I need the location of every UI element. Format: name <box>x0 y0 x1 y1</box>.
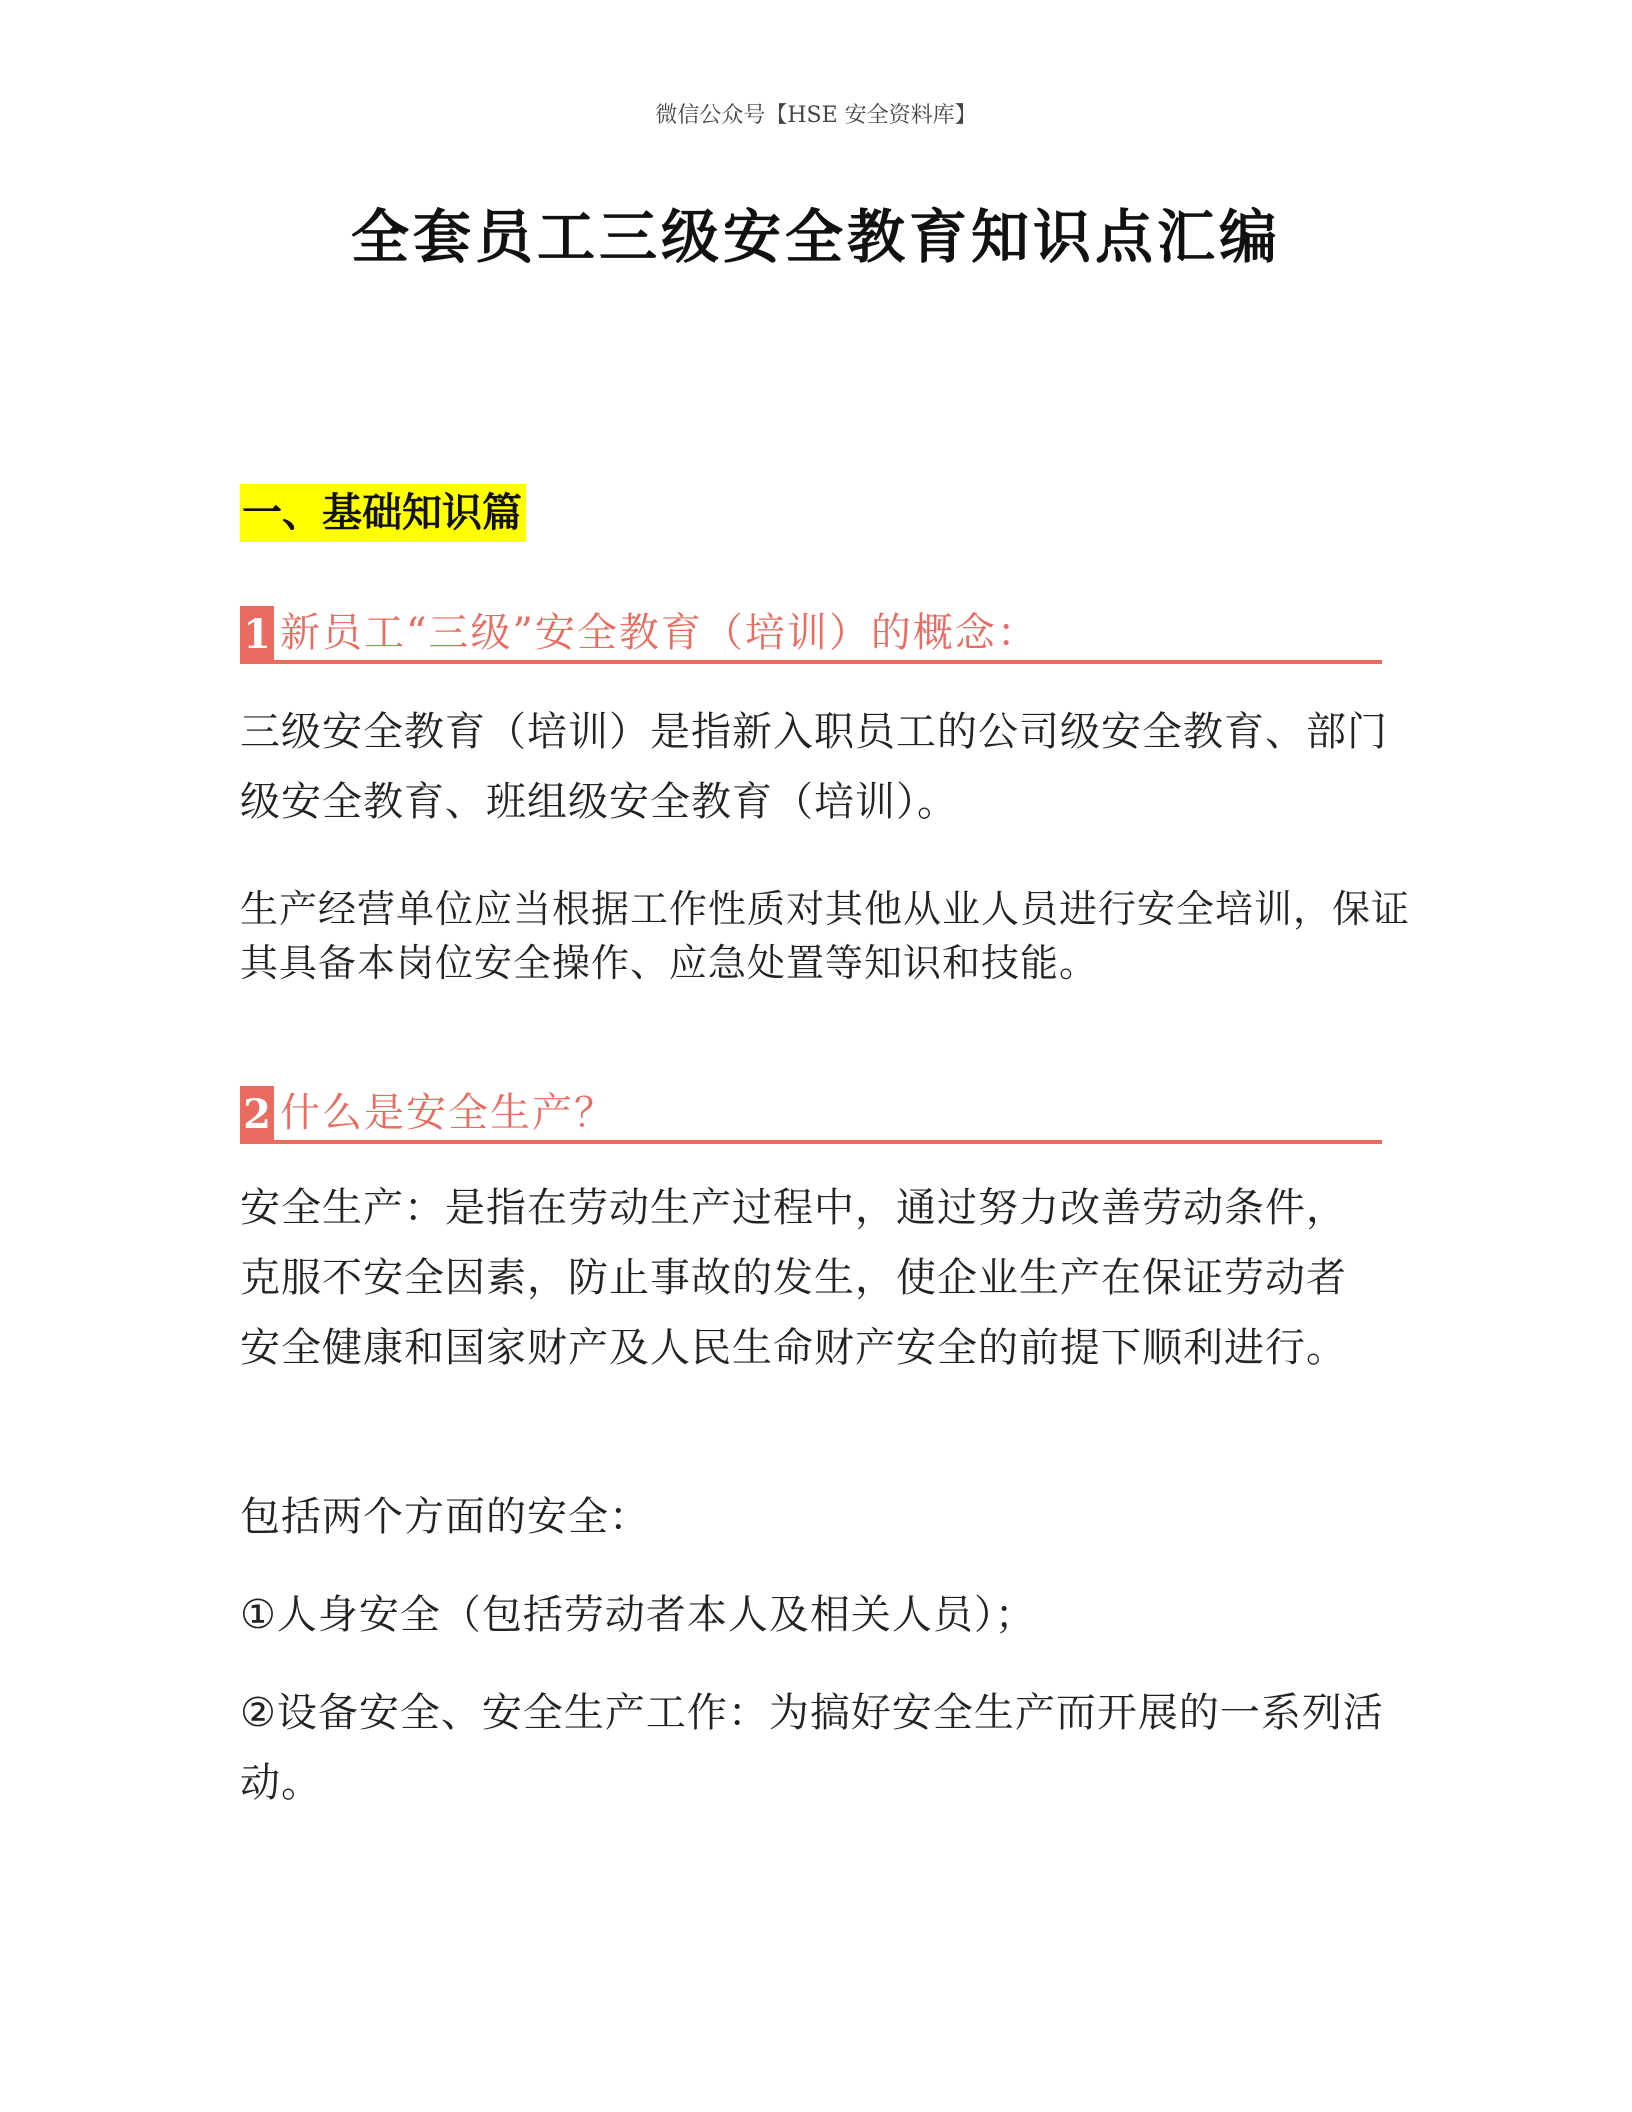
question-2-list-item-1: ①人身安全（包括劳动者本人及相关人员）； <box>240 1592 1036 1638</box>
section-heading: 一、基础知识篇 <box>240 484 526 542</box>
question-2-title: 什么是安全生产？ <box>280 1090 616 1136</box>
question-2-paragraph-2: 包括两个方面的安全： <box>240 1494 650 1540</box>
question-2-paragraph-1: 安全生产：是指在劳动生产过程中，通过努力改善劳动条件，克服不安全因素，防止事故的发生，使企业生产在保证劳动者安全健康和国家财产及人民生命财产安全的前提下顺利进行。 <box>240 1185 1347 1371</box>
question-1-title: 新员工“三级”安全教育（培训）的概念： <box>280 610 1039 656</box>
page-header-source: 微信公众号【HSE 安全资料库】 <box>655 103 977 128</box>
question-2-number-badge: 2 <box>240 1086 274 1140</box>
question-2-heading <box>240 1086 1382 1144</box>
question-1-paragraph-1: 三级安全教育（培训）是指新入职员工的公司级安全教育、部门级安全教育、班组级安全教育（培训）。 <box>240 709 1388 825</box>
question-2-list-item-2: ②设备安全、安全生产工作：为搞好安全生产而开展的一系列活动。 <box>240 1690 1384 1806</box>
question-1-paragraph-2: 生产经营单位应当根据工作性质对其他从业人员进行安全培训，保证其具备本岗位安全操作、应急处置等知识和技能。 <box>240 887 1411 985</box>
question-1-number-badge: 1 <box>240 606 274 660</box>
document-title: 全套员工三级安全教育知识点汇编 <box>350 203 1281 271</box>
question-1-heading <box>240 606 1382 664</box>
